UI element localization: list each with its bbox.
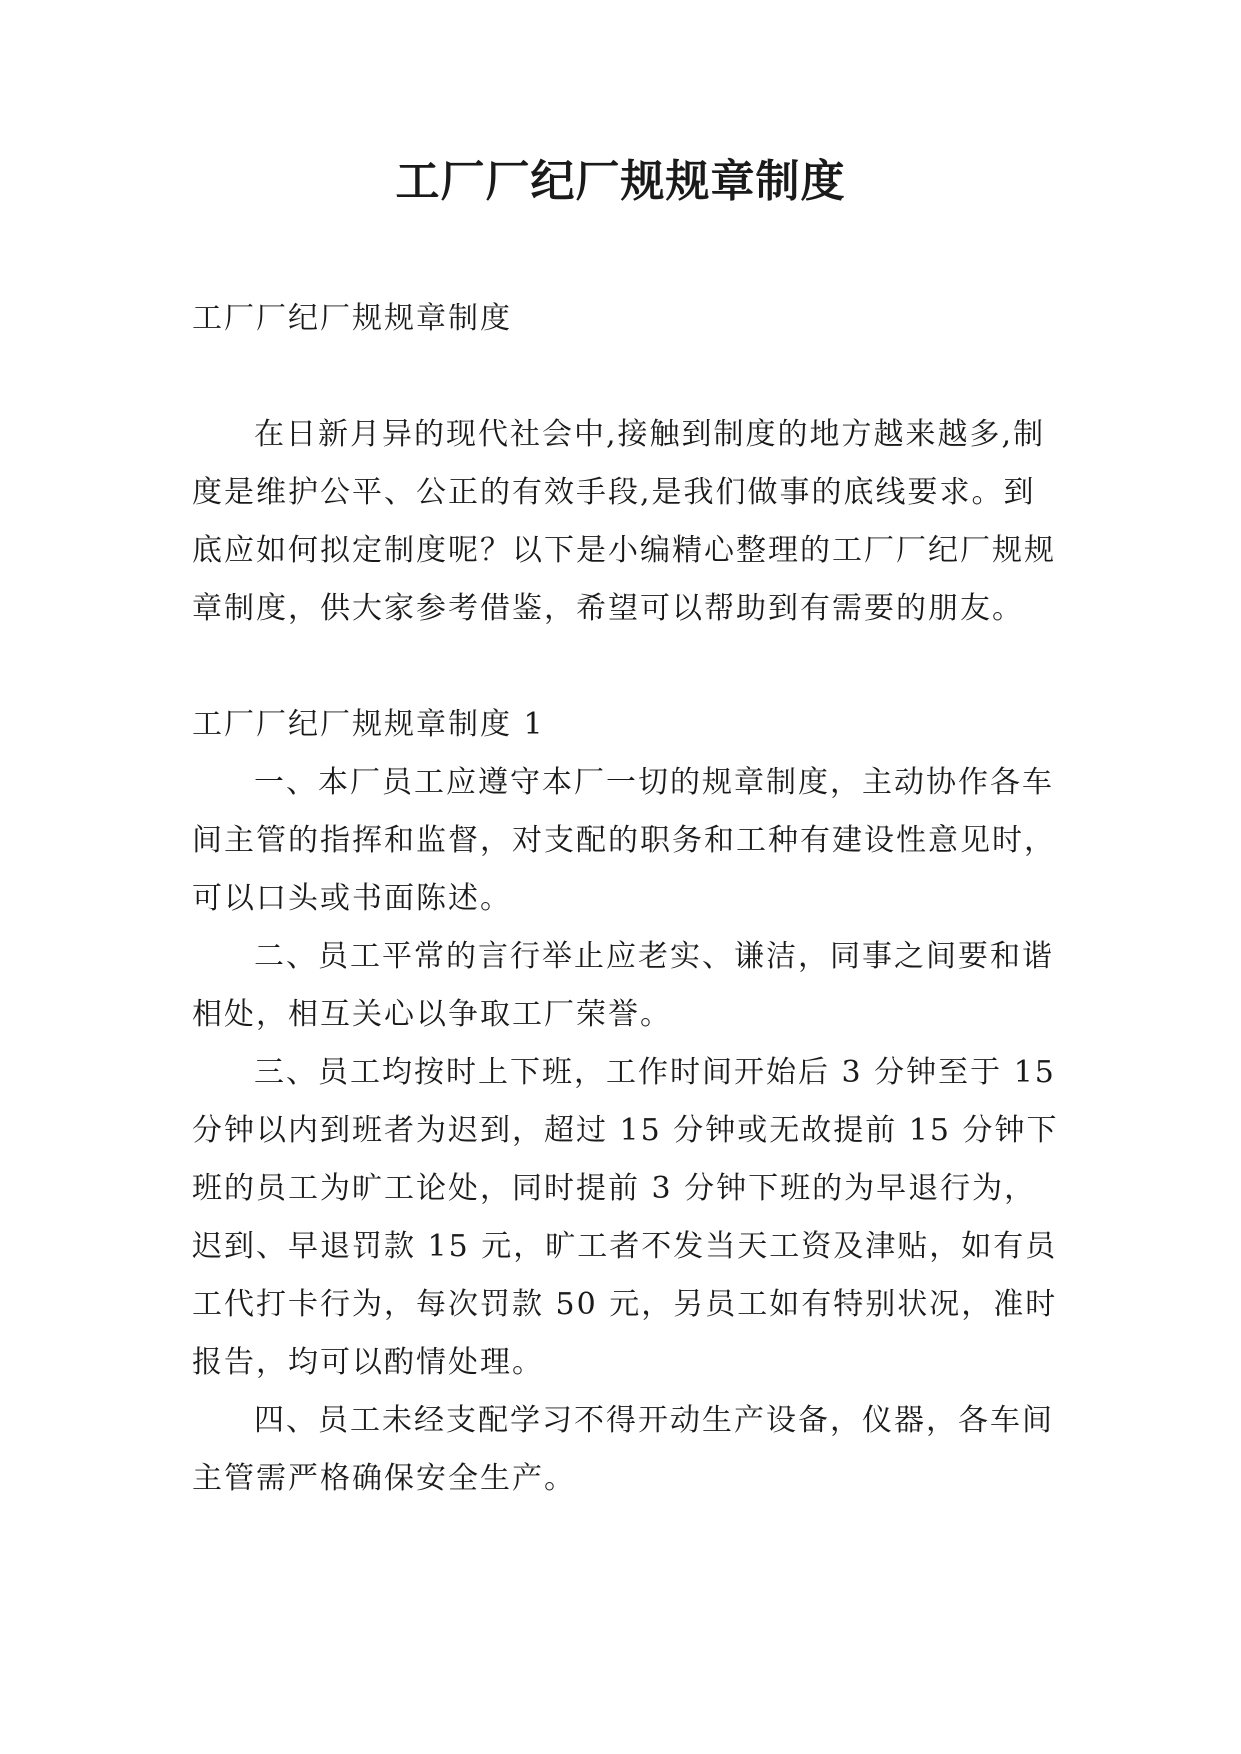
clause-paragraph-3: 三、员工均按时上下班，工作时间开始后 3 分钟至于 15 分钟以内到班者为迟到，超过 15 分钟或无故提前 15 分钟下班的员工为旷工论处，同时提前 3 分钟下班的为早退行为，迟到、早退罚款 15 元，旷工者不发当天工资及津贴，如有员工代打卡行为，每次罚款 50 元，另员工如有特别状况，准时报告，均可以酌情处理。 [192, 1055, 1059, 1380]
document-title: 工厂厂纪厂规规章制度 [395, 156, 846, 207]
document-body [192, 290, 1062, 1508]
clause-paragraph-1: 一、本厂员工应遵守本厂一切的规章制度，主动协作各车间主管的指挥和监督，对支配的职务和工种有建设性意见时，可以口头或书面陈述。 [192, 765, 1056, 916]
section-heading: 工厂厂纪厂规规章制度 1 [192, 707, 545, 742]
clause-paragraph-2: 二、员工平常的言行举止应老实、谦洁，同事之间要和谐相处，相互关心以争取工厂荣誉。 [192, 939, 1054, 1032]
document-subtitle: 工厂厂纪厂规规章制度 [192, 301, 512, 336]
intro-paragraph: 在日新月异的现代社会中,接触到制度的地方越来越多,制度是维护公平、公正的有效手段,是我们做事的底线要求。到底应如何拟定制度呢？以下是小编精心整理的工厂厂纪厂规规章制度，供大家参考借鉴，希望可以帮助到有需要的朋友。 [192, 417, 1056, 626]
clause-paragraph-4: 四、员工未经支配学习不得开动生产设备，仪器，各车间主管需严格确保安全生产。 [192, 1403, 1054, 1496]
